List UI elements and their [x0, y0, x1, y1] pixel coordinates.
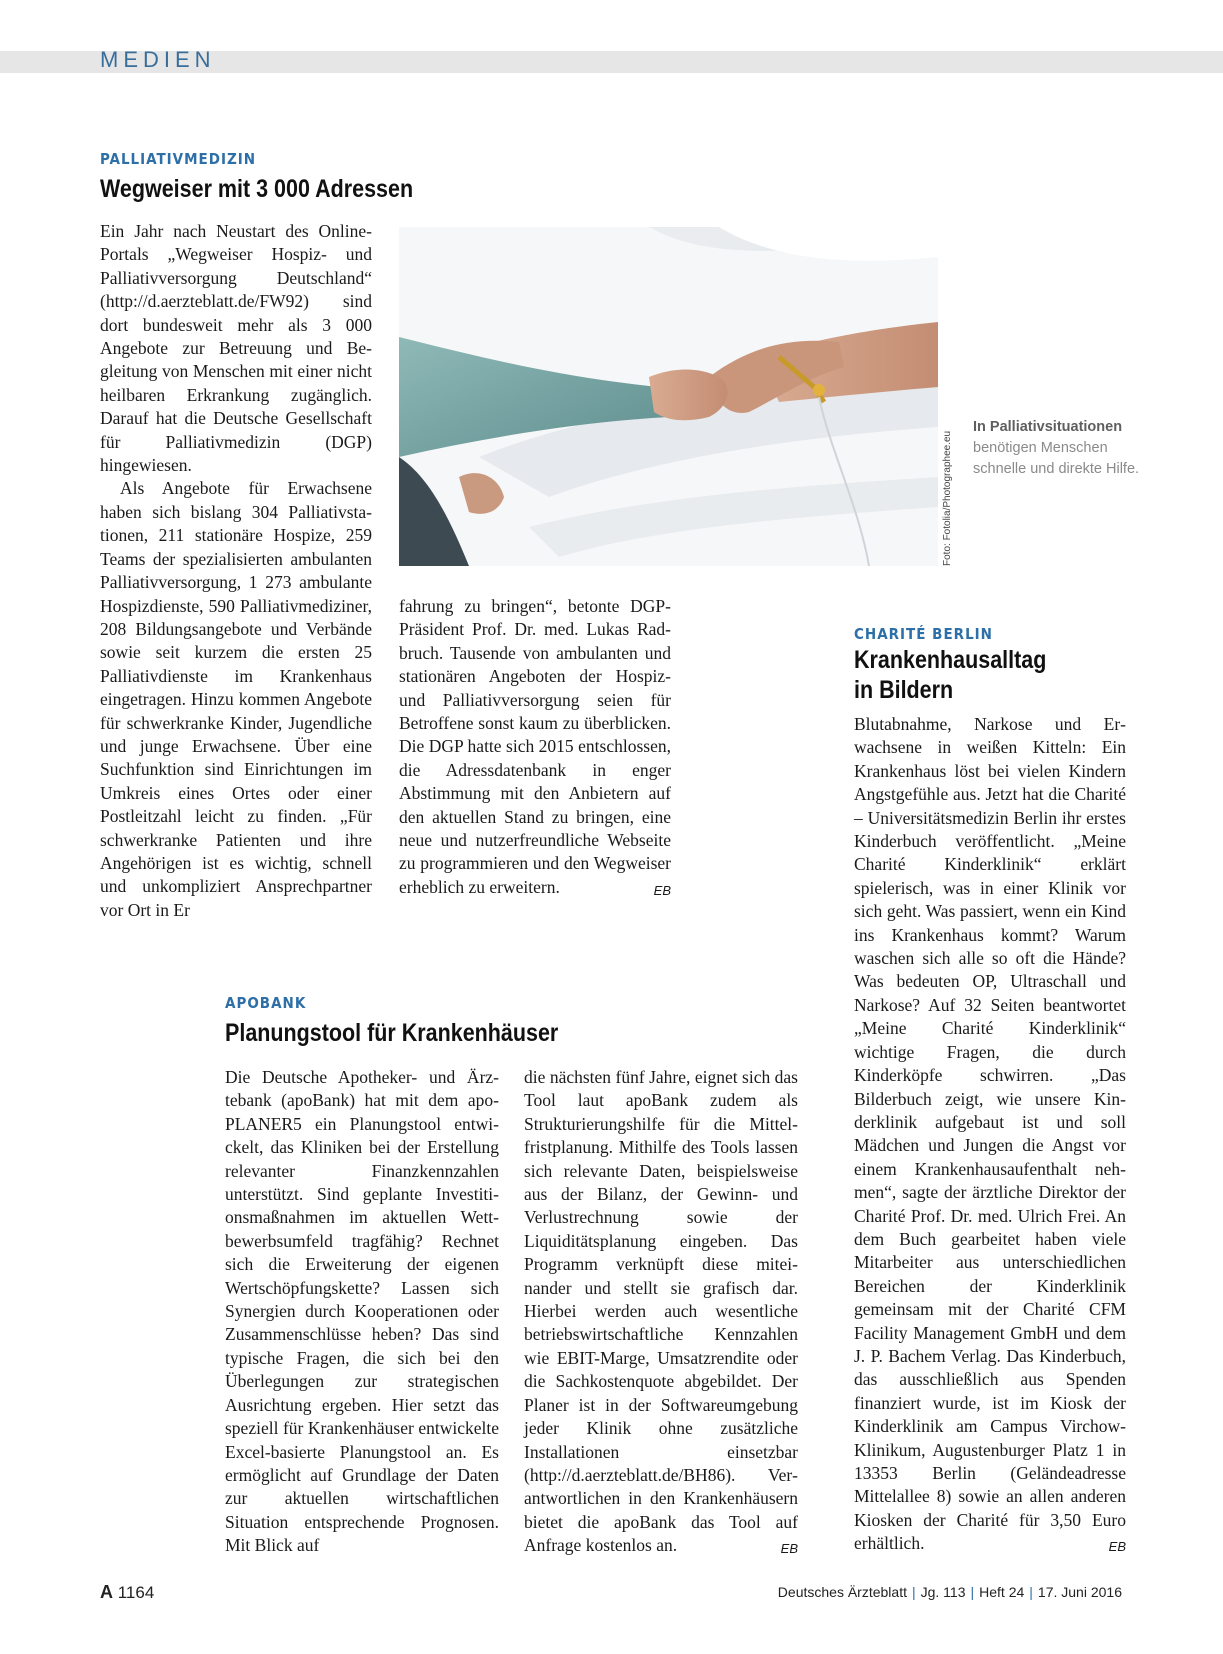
photo-caption-lead: In Palliativsituationen	[973, 419, 1123, 435]
article2-body: Blutabnahme, Narkose und Erwachsene in weißen Kitteln: Ein Krankenhaus löst bei vielen Kindern Angstgefühle aus. Jetzt hat die Charité – Universitätsmedizin Berlin ihr erstes Kinderbuch veröffentlicht. „Meine Charité Kinderklinik“ erklärt spielerisch, was in einer Klinik vor sich geht. Was passiert, wenn ein Kind ins Krankenhaus kommt? Warum waschen sich alle so oft die Hände? Was bedeuten OP, Ultraschall und Narkose? Auf 32 Seiten beantwortet „Meine Charité Kinderklinik“ wichtige Fragen, die durch Kinderköpfe schwirren. „Das Bilderbuch zeigt, wie unsere Kinderklinik aufgebaut ist und soll Mädchen und Jungen die Angst vor einem Krankenhausaufenthalt nehmen“, sagte der ärztliche Direktor der Charité Prof. Dr. med. Ulrich Frei. An dem Buch gearbeitet haben viele Mitarbeiter aus unterschiedlichen Bereichen der Kinderklinik gemeinsam mit der Charité CFM Facility Management GmbH und dem J. P. Bachem Verlag. Das Kinderbuch, das ausschließlich aus Spenden finanziert wurde, ist im Kiosk der Kinderklinik am Campus Virchow-Klinikum, Augustenburger Platz 1 in 13353 Berlin (Geländeadresse Mittelallee 8) sowie an allen anderen Kiosken der Charité für 3,50 Euro erhältlich.	[854, 714, 1126, 1554]
article1-signature: EB	[653, 882, 671, 898]
article2-kicker: CHARITÉ BERLIN	[854, 625, 993, 643]
article2-headline	[854, 645, 1046, 705]
article2-headline-line-2: in Bildern	[854, 676, 954, 704]
photo-hands	[399, 227, 938, 566]
photo-hands-image	[399, 227, 938, 566]
article3-paragraph-2: die nächsten fünf Jahre, eignet sich das Tool laut apoBank zudem als Strukturierungshilfe für die Mittelfristplanung. Mithilfe des Tools lassen sich relevante Daten, beispielsweise aus der Bilanz, der Gewinn- und Verlustrechnung sowie der Liquiditätsplanung eingeben. Das Programm verknüpft diese miteinander und stellt sie grafisch dar. Hierbei werden auch wesentliche betriebswirtschaftliche Kennzahlen wie EBIT-Marge, Umsatzrendite oder die Sachkostenquote abgebildet. Der Planer ist in der Softwareumgebung jeder Klinik ohne zusätzliche Installationen einsetzbar (http://d.aerzteblatt.de/BH86). Verantwortlichen in den Krankenhäusern bietet die apoBank das Tool auf Anfrage kostenlos an.	[524, 1067, 798, 1556]
article1-paragraph-3: fahrung zu bringen“, betonte DGP-Präsident Prof. Dr. med. Lukas Radbruch. Tausende von ambulanten und stationären Angeboten der Hospiz- und Palliativversorgung seien für Betroffene sonst kaum zu überblicken. Die DGP hatte sich 2015 entschlossen, die Adressdatenbank in enger Abstimmung mit den Anbietern auf den aktuellen Stand zu bringen, eine neue und nutzerfreundliche Webseite zu programmieren und den Wegweiser erheblich zu erweitern.	[399, 596, 671, 897]
journal-info: Deutsches Ärzteblatt | Jg. 113 | Heft 24 | 17. Juni 2016	[777, 1584, 1122, 1600]
article3-kicker: APOBANK	[225, 994, 307, 1012]
article1-paragraph-2: Als Angebote für Erwachsene haben sich bislang 304 Palliativstationen, 211 stationäre Hospize, 259 Teams der spezialisierten ambulanten Palliativversorgung, 1 273 ambulante Hospizdienste, 590 Palliativmediziner, 208 Bildungsangebote und Verbände sowie seit kurzem die ersten 25 Palliativdienste im Krankenhaus eingetragen. Hinzu kommen Angebote für schwerkranke Kinder, Jugendliche und junge Erwachsene. Über eine Suchfunktion sind Einrichtungen im Umkreis eines Ortes oder einer Postleitzahl leicht zu finden. „Für schwerkranke Patienten und ihre Angehörigen ist es wichtig, schnell und unkompliziert Ansprechpartner vor Ort in Er	[100, 478, 372, 920]
article2-signature: EB	[1108, 1539, 1126, 1555]
article3-column-2	[524, 1066, 798, 1561]
article3-column-1	[225, 1066, 499, 1558]
page-prefix: A	[100, 1582, 113, 1602]
section-label: MEDIEN	[100, 47, 216, 72]
journal-volume: Jg. 113	[920, 1584, 966, 1600]
article1-column-2	[399, 595, 671, 902]
page-number-value: 1164	[117, 1583, 155, 1602]
journal-date: 17. Juni 2016	[1037, 1584, 1122, 1600]
article2-column	[854, 713, 1126, 1559]
article1-column-1	[100, 220, 372, 922]
page-number	[100, 1582, 154, 1603]
photo-caption-text: benötigen Menschen schnelle und direkte Hilfe.	[973, 440, 1140, 477]
article1-paragraph-1: Ein Jahr nach Neustart des Online-Portals „Wegweiser Hospiz- und Palliativversorgung Deutschland“ (http://d.aerzteblatt.de/FW92) sind dort bundesweit mehr als 3 000 Angebote zur Betreuung und Begleitung von Menschen mit einer nicht heilbaren Erkrankung zugänglich. Darauf hat die Deutsche Gesellschaft für Palliativmedizin (DGP) hingewiesen.	[100, 221, 372, 476]
journal-issue: Heft 24	[979, 1584, 1025, 1600]
article3-signature: EB	[780, 1541, 798, 1557]
article2-headline-line-1: Krankenhausalltag	[854, 646, 1047, 674]
photo-caption	[973, 417, 1143, 480]
article1-headline: Wegweiser mit 3 000 Adressen	[100, 175, 414, 203]
article3-paragraph-1: Die Deutsche Apotheker- und Ärztebank (apoBank) hat mit dem apoPLANER5 ein Planungstool entwickelt, das Kliniken bei der Erstellung relevanter Finanzkennzahlen unterstützt. Sind geplante Investitionsmaßnahmen im aktuellen Wettbewerbsumfeld tragfähig? Rechnet sich die Erweiterung der eigenen Wertschöpfungskette? Lassen sich Synergien durch Kooperationen oder Zusammenschlüsse heben? Das sind typische Fragen, die sich bei den Überlegungen zur strategischen Ausrichtung ergeben. Hier setzt das speziell für Krankenhäuser entwickelte Excel-basierte Planungstool an. Es ermöglicht auf Grundlage der Daten zur aktuellen wirtschaftlichen Situation entsprechende Prognosen. Mit Blick auf	[225, 1067, 499, 1556]
journal-name: Deutsches Ärzteblatt	[777, 1584, 907, 1600]
photo-credit: Foto: Fotolia/Photographee.eu	[942, 430, 953, 566]
article1-kicker: PALLIATIVMEDIZIN	[100, 150, 257, 168]
article3-headline: Planungstool für Krankenhäuser	[225, 1019, 559, 1047]
